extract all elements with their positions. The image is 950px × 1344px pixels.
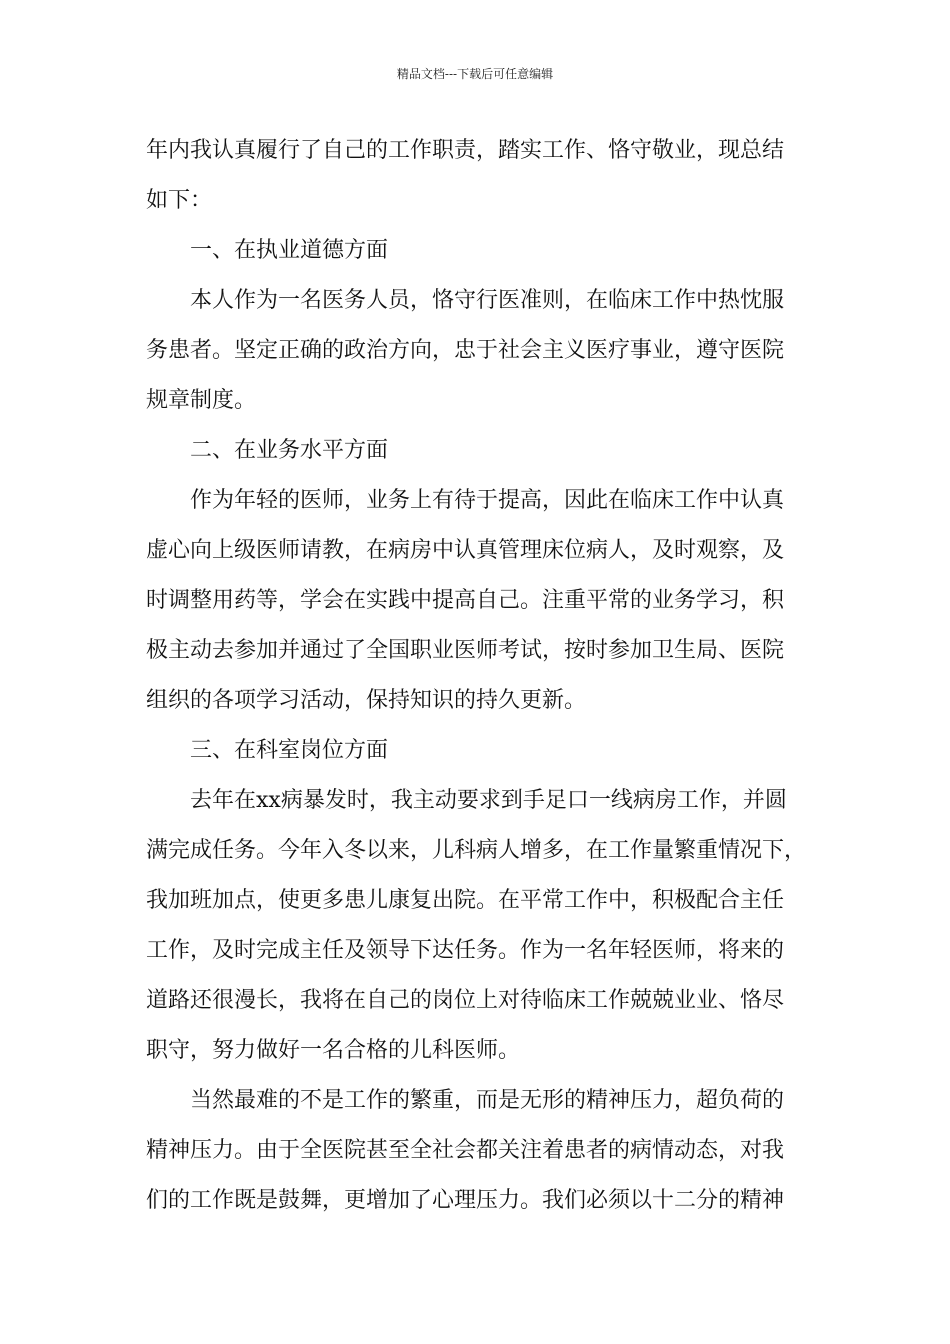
page-header: 精品文档---下载后可任意编辑 bbox=[396, 67, 554, 81]
body-line: 职守，努力做好一名合格的儿科医师。 bbox=[146, 1038, 521, 1063]
body-line: 工作，及时完成主任及领导下达任务。作为一名年轻医师，将来的 bbox=[146, 938, 785, 963]
body-line: 组织的各项学习活动，保持知识的持久更新。 bbox=[146, 688, 587, 713]
body-line: 虚心向上级医师请教，在病房中认真管理床位病人，及时观察，及 bbox=[146, 538, 785, 563]
section-heading: 一、在执业道德方面 bbox=[190, 238, 389, 263]
body-line: 道路还很漫长，我将在自己的岗位上对待临床工作兢兢业业、恪尽 bbox=[146, 988, 785, 1013]
body-line: 当然最难的不是工作的繁重，而是无形的精神压力，超负荷的 bbox=[190, 1088, 785, 1113]
body-line: 我加班加点，使更多患儿康复出院。在平常工作中，积极配合主任 bbox=[146, 888, 785, 913]
body-line: 极主动去参加并通过了全国职业医师考试，按时参加卫生局、医院 bbox=[146, 638, 785, 663]
section-heading: 二、在业务水平方面 bbox=[190, 438, 389, 463]
body-line: 们的工作既是鼓舞，更增加了心理压力。我们必须以十二分的精神 bbox=[146, 1188, 785, 1213]
body-line: 去年在xx病暴发时，我主动要求到手足口一线病房工作，并圆 bbox=[190, 788, 787, 813]
body-line: 务患者。坚定正确的政治方向，忠于社会主义医疗事业，遵守医院 bbox=[146, 338, 785, 363]
body-line: 规章制度。 bbox=[146, 388, 257, 413]
body-line: 精神压力。由于全医院甚至全社会都关注着患者的病情动态，对我 bbox=[146, 1138, 785, 1163]
body-line: 年内我认真履行了自己的工作职责，踏实工作、恪守敬业，现总结 bbox=[146, 138, 785, 163]
body-line: 满完成任务。今年入冬以来，儿科病人增多，在工作量繁重情况下， bbox=[146, 838, 807, 863]
body-line: 作为年轻的医师，业务上有待于提高，因此在临床工作中认真 bbox=[190, 488, 785, 513]
body-line: 如下： bbox=[146, 188, 213, 213]
body-line: 本人作为一名医务人员，恪守行医准则，在临床工作中热忱服 bbox=[190, 288, 785, 313]
body-line: 时调整用药等，学会在实践中提高自己。注重平常的业务学习，积 bbox=[146, 588, 785, 613]
section-heading: 三、在科室岗位方面 bbox=[190, 738, 389, 763]
